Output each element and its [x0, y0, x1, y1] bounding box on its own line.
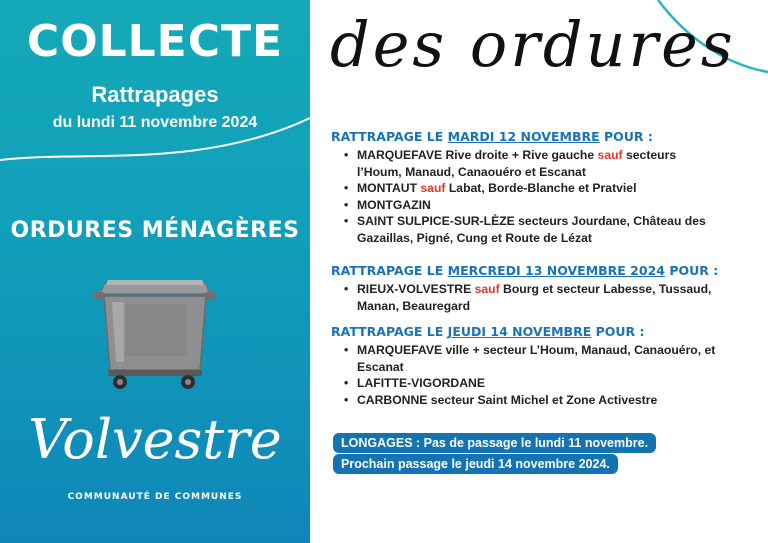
waste-bin-icon: [90, 270, 220, 395]
section-title: [331, 263, 718, 278]
collecte-title: COLLECTE: [26, 16, 284, 67]
left-panel: [0, 0, 310, 543]
commune-list: [331, 342, 717, 408]
section-title: [331, 324, 717, 339]
headline: des ordures: [330, 8, 736, 81]
collection-date: du lundi 11 novembre 2024: [52, 114, 258, 131]
list-item: • CARBONNE secteur Saint Michel et Zone Activestre: [357, 392, 717, 409]
section-jeudi: [331, 324, 717, 408]
title-prefix: RATTRAPAGE LE: [331, 263, 448, 278]
rattrapages-subtitle: Rattrapages: [91, 82, 219, 107]
commune-list: [331, 147, 717, 246]
title-suffix: POUR :: [664, 263, 719, 278]
list-item: • MARQUEFAVE Rive droite + Rive gauche sauf secteurs l’Houm, Manaud, Canaouéro et Escanat: [357, 147, 717, 180]
section-title: [331, 129, 717, 144]
title-prefix: RATTRAPAGE LE: [331, 129, 448, 144]
title-suffix: POUR :: [599, 129, 653, 144]
list-item: • RIEUX-VOLVESTRE sauf Bourg et secteur Labesse, Tussaud, Manan, Beauregard: [357, 281, 717, 314]
commune-list: [331, 281, 718, 314]
title-prefix: RATTRAPAGE LE: [331, 324, 448, 339]
title-suffix: POUR :: [591, 324, 645, 339]
title-day: MARDI 12 NOVEMBRE: [447, 129, 600, 144]
list-item: • SAINT SULPICE-SUR-LÈZE secteurs Jourdane, Château des Gazaillas, Pigné, Cung et Route de Lézat: [357, 213, 717, 246]
list-item: • LAFITTE-VIGORDANE: [357, 375, 717, 392]
section-mercredi: [331, 263, 718, 314]
title-day: JEUDI 14 NOVEMBRE: [447, 324, 592, 339]
title-day: MERCREDI 13 NOVEMBRE 2024: [447, 263, 665, 278]
volvestre-logo: Volvestre: [28, 408, 282, 471]
section-mardi: [331, 129, 717, 246]
logo-subtitle: COMMUNAUTÉ DE COMMUNES: [67, 492, 243, 502]
notice-line-1: LONGAGES : Pas de passage le lundi 11 novembre.: [333, 433, 656, 453]
list-item: • MARQUEFAVE ville + secteur L’Houm, Manaud, Canaouéro, et Escanat: [357, 342, 717, 375]
category-title: ORDURES MÉNAGÈRES: [10, 218, 300, 243]
notice-line-2: Prochain passage le jeudi 14 novembre 2024.: [333, 454, 618, 474]
list-item: • MONTAUT sauf Labat, Borde-Blanche et Pratviel: [357, 180, 717, 197]
list-item: • MONTGAZIN: [357, 197, 717, 214]
